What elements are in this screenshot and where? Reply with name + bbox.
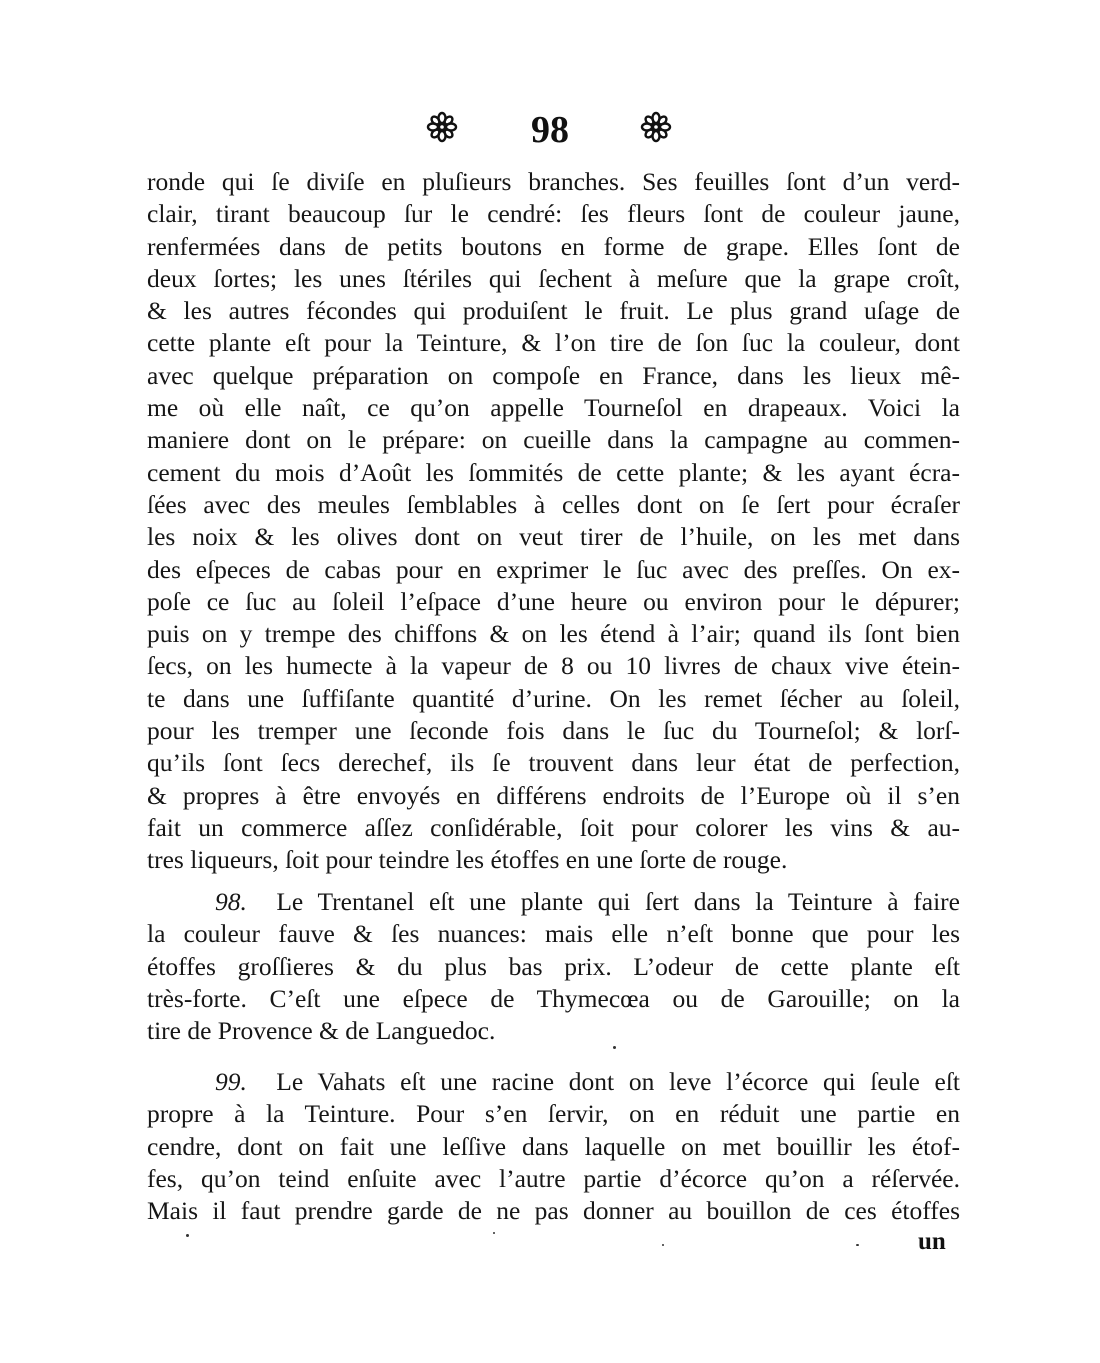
text-line: clair, tirant beaucoup ſur le cendré: ſes fleurs ſont de couleur jaune, bbox=[147, 199, 960, 229]
print-speck bbox=[662, 1244, 664, 1246]
print-speck bbox=[493, 1232, 495, 1234]
text-line: ſées avec des meules ſemblables à celles dont on ſe ſert pour écraſer bbox=[147, 489, 960, 519]
text-line: poſe ce ſuc au ſoleil l’eſpace d’une heure ou environ pour le dépurer; bbox=[147, 586, 960, 616]
text-line: fait un commerce aſſez conſidérable, ſoit pour colorer les vins & au- bbox=[147, 812, 960, 842]
paragraph-number: 99. bbox=[215, 1067, 247, 1096]
print-speck bbox=[856, 1244, 859, 1246]
text-line: te dans une ſuffiſante quantité d’urine. On les remet ſécher au ſoleil, bbox=[147, 683, 960, 713]
text-line-content: Le Vahats eſt une racine dont on leve l’écorce qui ſeule eſt bbox=[276, 1067, 961, 1096]
text-line: renfermées dans de petits boutons en forme de grape. Elles ſont de bbox=[147, 231, 960, 261]
text-line: cement du mois d’Août les ſommités de cette plante; & les ayant écra- bbox=[147, 457, 960, 487]
text-line: pour les tremper une ſeconde fois dans le ſuc du Tourneſol; & lorſ- bbox=[147, 716, 960, 746]
text-line: très-forte. C’eſt une eſpece de Thymecœa ou de Garouille; on la bbox=[147, 983, 960, 1013]
text-line: tire de Provence & de Languedoc. bbox=[147, 1016, 496, 1046]
text-line-first bbox=[147, 886, 960, 918]
text-line: puis on y trempe des chiffons & on les étend à l’air; quand ils ſont bien bbox=[147, 619, 960, 649]
text-line: & propres à être envoyés en différens endroits de l’Europe où il s’en bbox=[147, 780, 960, 810]
catchword: un bbox=[918, 1228, 946, 1255]
print-speck bbox=[186, 1234, 189, 1237]
page-number: 98 bbox=[531, 109, 569, 151]
text-line-first bbox=[147, 1066, 960, 1098]
text-line: avec quelque préparation on compoſe en France, dans les lieux mê- bbox=[147, 360, 960, 390]
page-header bbox=[0, 105, 1100, 155]
text-line-content: Le Trentanel eſt une plante qui ſert dans la Teinture à faire bbox=[276, 887, 960, 916]
floral-ornament-icon bbox=[640, 111, 672, 143]
text-line: ſecs, on les humecte à la vapeur de 8 ou 10 livres de chaux vive étein- bbox=[147, 651, 960, 681]
text-line: deux ſortes; les unes ſtériles qui ſechent à meſure que la grape croît, bbox=[147, 263, 960, 293]
text-line: tres liqueurs, ſoit pour teindre les étoffes en une ſorte de rouge. bbox=[147, 845, 788, 875]
paragraph-98 bbox=[147, 886, 960, 1047]
text-line: ronde qui ſe diviſe en pluſieurs branches. Ses feuilles ſont d’un verd- bbox=[147, 167, 960, 196]
paragraph-number: 98. bbox=[215, 887, 247, 916]
print-speck bbox=[613, 1046, 616, 1049]
paragraph-continuation bbox=[147, 166, 960, 877]
text-line: qu’ils ſont ſecs derechef, ils ſe trouvent dans leur état de perfection, bbox=[147, 748, 960, 778]
text-line: cette plante eſt pour la Teinture, & l’on tire de ſon ſuc la couleur, dont bbox=[147, 328, 960, 358]
text-line: des eſpeces de cabas pour en exprimer le ſuc avec des preſſes. On ex- bbox=[147, 554, 960, 584]
floral-ornament-icon bbox=[426, 111, 458, 143]
text-line: cendre, dont on fait une leſſive dans laquelle on met bouillir les étof- bbox=[147, 1131, 960, 1161]
text-line: Mais il faut prendre garde de ne pas donner au bouillon de ces étoffes bbox=[147, 1196, 960, 1226]
text-line: me où elle naît, ce qu’on appelle Tourneſol en drapeaux. Voici la bbox=[147, 393, 960, 423]
text-line: fes, qu’on teind enſuite avec l’autre partie d’écorce qu’on a réſervée. bbox=[147, 1163, 960, 1193]
text-line: les noix & les olives dont on veut tirer de l’huile, on les met dans bbox=[147, 522, 960, 552]
text-line: maniere dont on le prépare: on cueille dans la campagne au commen- bbox=[147, 425, 960, 455]
text-line: propre à la Teinture. Pour s’en ſervir, on en réduit une partie en bbox=[147, 1099, 960, 1129]
paragraph-99 bbox=[147, 1066, 960, 1227]
text-line: & les autres fécondes qui produiſent le fruit. Le plus grand uſage de bbox=[147, 296, 960, 326]
text-line: la couleur fauve & ſes nuances: mais elle n’eſt bonne que pour les bbox=[147, 919, 960, 949]
text-line: étoffes groſſieres & du plus bas prix. L’odeur de cette plante eſt bbox=[147, 951, 960, 981]
